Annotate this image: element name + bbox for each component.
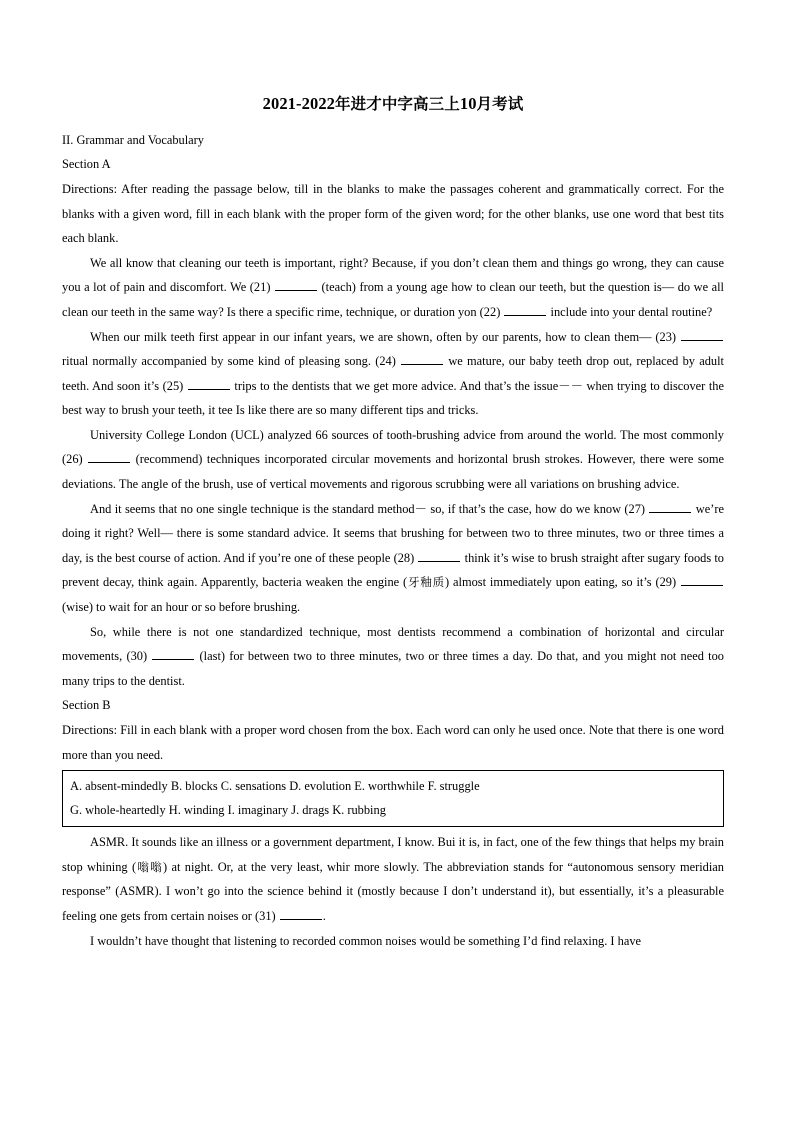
answer-blank[interactable] [504, 304, 546, 316]
answer-blank[interactable] [401, 354, 443, 366]
passage-paragraph: We all know that cleaning our teeth is important, right? Because, if you don’t clean them and things go wrong, they can cause you a lot of pain and discomfort. We (21) (teach) from a young age how to clean our teeth, but the question is— do we all clean our teeth in the same way? Is there a specific rime, technique, or duration yon (22) include into your dental routine? [62, 255, 724, 319]
passage-paragraph: When our milk teeth first appear in our infant years, we are shown, often by our parents, how to clean them— (23) ritual normally accompanied by some kind of pleasing song. (24) we mature, our baby teeth drop out, replaced by adult teeth. And soon it’s (25) trips to the dentists that we get more advice. And that’s the issue－－ when trying to discover the best way to brush your teeth, it tee Is like there are so many different tips and tricks. [62, 329, 724, 418]
section-a-body [62, 251, 724, 694]
passage-paragraph: I wouldn’t have thought that listening to recorded common noises would be something I’d find relaxing. I have [90, 933, 642, 948]
passage-paragraph: ASMR. It sounds like an illness or a government department, I know. Bui it is, in fact, one of the few things that helps my brain stop whining (嗡嗡) at night. Or, at the very least, whir more slowly. The abbreviation stands for “autonomous sensory meridian response” (ASMR). I won’t go into the science behind it (mostly because I don’t understand it), but essentially, it’s a pleasurable feeling one gets from certain noises or (31) . [62, 835, 724, 923]
section-heading: II. Grammar and Vocabulary [62, 132, 204, 147]
passage-paragraph: So, while there is not one standardized technique, most dentists recommend a combination of horizontal and circular movements, (30) (last) for between two to three minutes, two or three times a day. Do that, and you might not need too many trips to the dentist. [62, 624, 725, 688]
answer-blank[interactable] [188, 378, 230, 390]
cjk-gloss: 牙釉质 [407, 575, 446, 590]
section-b-body [62, 830, 724, 953]
title-years: 2021-2022 [262, 94, 336, 113]
answer-blank[interactable] [152, 649, 194, 661]
section-b-label: Section B [62, 698, 111, 713]
answer-blank[interactable] [88, 452, 130, 464]
word-bank-box [62, 770, 724, 827]
answer-blank[interactable] [418, 550, 460, 562]
section-b-directions: Directions: Fill in each blank with a proper word chosen from the box. Each word can only he used once. Note that there is one word more than you need. [62, 723, 724, 762]
cjk-gloss: 嗡嗡 [136, 859, 164, 874]
word-bank-row: A. absent-mindedly B. blocks C. sensations D. evolution E. worthwhile F. struggle [70, 779, 480, 794]
passage-paragraph: University College London (UCL) analyzed 66 sources of tooth-brushing advice from around the world. The most commonly (26) (recommend) techniques incorporated circular movements and horizontal brush strokes. However, there were some deviations. The angle of the brush, use of vertical movements and rigorous scrubbing were all variations on brushing advice. [62, 427, 724, 492]
answer-blank[interactable] [649, 501, 691, 513]
title-cjk-lead: 年进才中字高三上 [335, 95, 460, 113]
answer-blank[interactable] [280, 908, 322, 920]
section-a-directions: Directions: After reading the passage below, till in the blanks to make the passages coherent and grammatically correct. For the blanks with a given word, fill in each blank with the proper form of the given word; for the other blanks, use one word that best tits each blank. [62, 181, 724, 246]
word-bank-row: G. whole-heartedly H. winding I. imaginary J. drags K. rubbing [70, 803, 386, 818]
title-month-number: 10 [459, 94, 477, 113]
answer-blank[interactable] [275, 280, 317, 292]
passage-paragraph: And it seems that no one single technique is the standard method－ so, if that’s the case, how do we know (27) we’re doing it right? Well— there is some standard advice. It seems that brushing for between two to three minutes, two or three times a day, is the best course of action. And if you’re one of these people (28) think it’s wise to brush straight after sugary foods to prevent decay, think again. Apparently, bacteria weaken the engine (牙釉质) almost immediately upon eating, so it’s (29) (wise) to wait for an hour or so before brushing. [62, 501, 724, 615]
answer-blank[interactable] [681, 575, 723, 587]
section-a-label: Section A [62, 157, 111, 172]
title-cjk-tail: 月考试 [476, 95, 524, 113]
document-content [62, 92, 724, 953]
page-title [62, 92, 724, 117]
answer-blank[interactable] [681, 329, 723, 341]
